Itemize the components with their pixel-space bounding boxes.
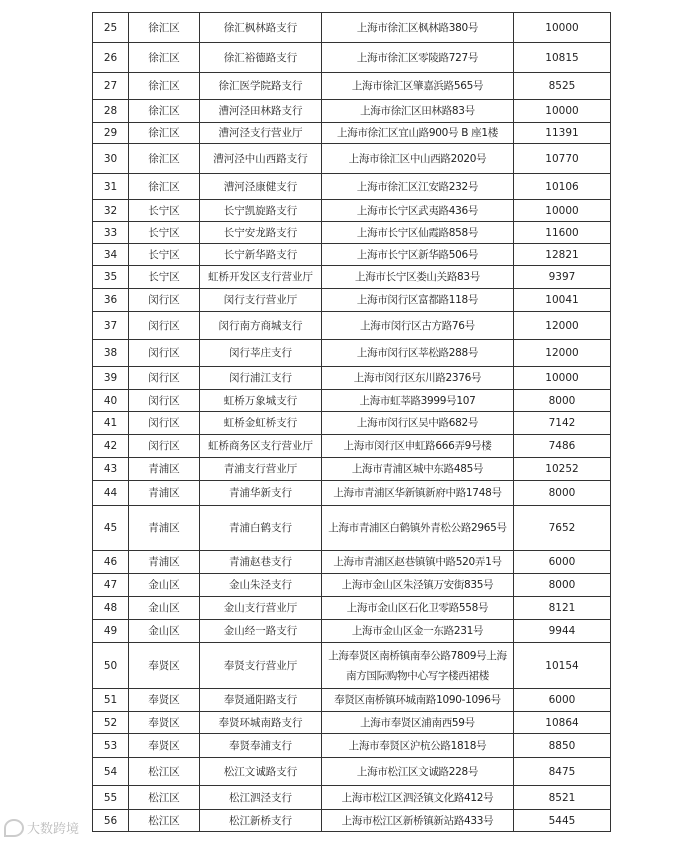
row-number: 51	[93, 689, 129, 712]
branch-name-cell: 奉贤奉浦支行	[200, 734, 322, 758]
watermark	[4, 818, 79, 837]
row-number: 50	[93, 643, 129, 689]
district-cell: 青浦区	[129, 458, 200, 481]
branch-name-cell: 徐汇枫林路支行	[200, 13, 322, 43]
address-cell: 上海市徐汇区江安路232号	[322, 174, 514, 200]
amount-cell: 11600	[514, 222, 611, 244]
address-cell: 上海市松江区新桥镇新站路433号	[322, 810, 514, 832]
address-cell: 上海市徐汇区田林路83号	[322, 100, 514, 123]
row-number: 29	[93, 123, 129, 144]
branch-name-cell: 虹桥金虹桥支行	[200, 412, 322, 435]
district-cell: 徐汇区	[129, 174, 200, 200]
table-row	[93, 244, 611, 266]
table-row	[93, 712, 611, 734]
address-cell: 上海市徐汇区枫林路380号	[322, 13, 514, 43]
address-cell: 上海市闵行区东川路2376号	[322, 367, 514, 390]
address-cell: 上海市金山区石化卫零路558号	[322, 597, 514, 620]
branch-name-cell: 奉贤环城南路支行	[200, 712, 322, 734]
address-cell: 上海奉贤区南桥镇南奉公路7809号上海南方国际购物中心写字楼西裙楼	[322, 643, 514, 689]
district-cell: 奉贤区	[129, 712, 200, 734]
district-cell: 闵行区	[129, 312, 200, 340]
amount-cell: 8121	[514, 597, 611, 620]
table-row	[93, 222, 611, 244]
row-number: 31	[93, 174, 129, 200]
district-cell: 徐汇区	[129, 100, 200, 123]
row-number: 35	[93, 266, 129, 289]
address-cell: 上海市青浦区赵巷镇镇中路520弄1号	[322, 551, 514, 574]
branch-name-cell: 漕河泾康健支行	[200, 174, 322, 200]
table-row	[93, 435, 611, 458]
branch-name-cell: 虹桥开发区支行营业厅	[200, 266, 322, 289]
row-number: 25	[93, 13, 129, 43]
row-number: 49	[93, 620, 129, 643]
branch-name-cell: 徐汇医学院路支行	[200, 73, 322, 100]
row-number: 43	[93, 458, 129, 481]
district-cell: 青浦区	[129, 506, 200, 551]
amount-cell: 11391	[514, 123, 611, 144]
amount-cell: 9944	[514, 620, 611, 643]
table-row	[93, 458, 611, 481]
branch-name-cell: 青浦支行营业厅	[200, 458, 322, 481]
table-row	[93, 758, 611, 786]
district-cell: 长宁区	[129, 244, 200, 266]
row-number: 52	[93, 712, 129, 734]
district-cell: 金山区	[129, 597, 200, 620]
district-cell: 徐汇区	[129, 144, 200, 174]
address-cell: 奉贤区南桥镇环城南路1090-1096号	[322, 689, 514, 712]
row-number: 47	[93, 574, 129, 597]
row-number: 38	[93, 340, 129, 367]
amount-cell: 10106	[514, 174, 611, 200]
branch-name-cell: 青浦白鹤支行	[200, 506, 322, 551]
branch-name-cell: 长宁凯旋路支行	[200, 200, 322, 222]
amount-cell: 7142	[514, 412, 611, 435]
branch-name-cell: 青浦赵巷支行	[200, 551, 322, 574]
amount-cell: 10770	[514, 144, 611, 174]
branch-name-cell: 徐汇裕德路支行	[200, 43, 322, 73]
district-cell: 松江区	[129, 758, 200, 786]
address-cell: 上海市长宁区仙霞路858号	[322, 222, 514, 244]
table-row	[93, 174, 611, 200]
table-row	[93, 481, 611, 506]
watermark-text: 大数跨境	[27, 822, 80, 837]
branch-name-cell: 金山朱泾支行	[200, 574, 322, 597]
branch-name-cell: 闵行莘庄支行	[200, 340, 322, 367]
amount-cell: 10252	[514, 458, 611, 481]
table-row	[93, 390, 611, 412]
row-number: 26	[93, 43, 129, 73]
amount-cell: 8000	[514, 390, 611, 412]
row-number: 36	[93, 289, 129, 312]
district-cell: 闵行区	[129, 289, 200, 312]
address-cell: 上海市闵行区申虹路666弄9号楼	[322, 435, 514, 458]
district-cell: 长宁区	[129, 266, 200, 289]
row-number: 45	[93, 506, 129, 551]
table-row	[93, 620, 611, 643]
row-number: 48	[93, 597, 129, 620]
table-row	[93, 574, 611, 597]
branch-name-cell: 闵行浦江支行	[200, 367, 322, 390]
address-cell: 上海市青浦区华新镇新府中路1748号	[322, 481, 514, 506]
table-row	[93, 810, 611, 832]
address-cell: 上海市松江区泗泾镇文化路412号	[322, 786, 514, 810]
address-cell: 上海市长宁区娄山关路83号	[322, 266, 514, 289]
amount-cell: 10154	[514, 643, 611, 689]
row-number: 46	[93, 551, 129, 574]
address-cell: 上海市闵行区古方路76号	[322, 312, 514, 340]
branch-name-cell: 虹桥万象城支行	[200, 390, 322, 412]
table-row	[93, 786, 611, 810]
address-cell: 上海市闵行区莘松路288号	[322, 340, 514, 367]
address-cell: 上海市徐汇区零陵路727号	[322, 43, 514, 73]
branch-name-cell: 奉贤支行营业厅	[200, 643, 322, 689]
table-row	[93, 100, 611, 123]
amount-cell: 10000	[514, 13, 611, 43]
district-cell: 青浦区	[129, 551, 200, 574]
branch-name-cell: 长宁新华路支行	[200, 244, 322, 266]
table-row	[93, 144, 611, 174]
row-number: 27	[93, 73, 129, 100]
district-cell: 闵行区	[129, 390, 200, 412]
table-row	[93, 289, 611, 312]
amount-cell: 6000	[514, 551, 611, 574]
district-cell: 金山区	[129, 574, 200, 597]
branch-table	[92, 12, 611, 832]
table-row	[93, 73, 611, 100]
district-cell: 金山区	[129, 620, 200, 643]
district-cell: 奉贤区	[129, 689, 200, 712]
row-number: 40	[93, 390, 129, 412]
row-number: 34	[93, 244, 129, 266]
district-cell: 青浦区	[129, 481, 200, 506]
address-cell: 上海市闵行区吴中路682号	[322, 412, 514, 435]
row-number: 30	[93, 144, 129, 174]
branch-name-cell: 闵行南方商城支行	[200, 312, 322, 340]
row-number: 42	[93, 435, 129, 458]
district-cell: 奉贤区	[129, 643, 200, 689]
district-cell: 长宁区	[129, 200, 200, 222]
table-row	[93, 123, 611, 144]
address-cell: 上海市虹莘路3999号107	[322, 390, 514, 412]
table-row	[93, 43, 611, 73]
watermark-logo-icon	[4, 819, 24, 837]
row-number: 44	[93, 481, 129, 506]
district-cell: 长宁区	[129, 222, 200, 244]
amount-cell: 12821	[514, 244, 611, 266]
amount-cell: 10000	[514, 200, 611, 222]
table-row	[93, 689, 611, 712]
table-row	[93, 200, 611, 222]
table-row	[93, 551, 611, 574]
row-number: 33	[93, 222, 129, 244]
table-row	[93, 506, 611, 551]
table-row	[93, 367, 611, 390]
branch-name-cell: 松江泗泾支行	[200, 786, 322, 810]
district-cell: 闵行区	[129, 340, 200, 367]
district-cell: 闵行区	[129, 412, 200, 435]
district-cell: 闵行区	[129, 435, 200, 458]
row-number: 37	[93, 312, 129, 340]
amount-cell: 5445	[514, 810, 611, 832]
amount-cell: 8525	[514, 73, 611, 100]
table-row	[93, 412, 611, 435]
address-cell: 上海市奉贤区沪杭公路1818号	[322, 734, 514, 758]
amount-cell: 12000	[514, 340, 611, 367]
amount-cell: 8475	[514, 758, 611, 786]
address-cell: 上海市闵行区富都路118号	[322, 289, 514, 312]
amount-cell: 8850	[514, 734, 611, 758]
row-number: 55	[93, 786, 129, 810]
row-number: 41	[93, 412, 129, 435]
branch-name-cell: 金山经一路支行	[200, 620, 322, 643]
amount-cell: 9397	[514, 266, 611, 289]
branch-name-cell: 闵行支行营业厅	[200, 289, 322, 312]
amount-cell: 8521	[514, 786, 611, 810]
amount-cell: 8000	[514, 481, 611, 506]
branch-name-cell: 漕河泾田林路支行	[200, 100, 322, 123]
address-cell: 上海市长宁区武夷路436号	[322, 200, 514, 222]
row-number: 53	[93, 734, 129, 758]
address-cell: 上海市青浦区白鹤镇外青松公路2965号	[322, 506, 514, 551]
table-row	[93, 597, 611, 620]
table-row	[93, 266, 611, 289]
address-cell: 上海市徐汇区肇嘉浜路565号	[322, 73, 514, 100]
amount-cell: 10864	[514, 712, 611, 734]
branch-name-cell: 奉贤通阳路支行	[200, 689, 322, 712]
district-cell: 松江区	[129, 810, 200, 832]
amount-cell: 10000	[514, 100, 611, 123]
district-cell: 徐汇区	[129, 73, 200, 100]
amount-cell: 8000	[514, 574, 611, 597]
table-row	[93, 13, 611, 43]
address-cell: 上海市青浦区城中东路485号	[322, 458, 514, 481]
address-cell: 上海市松江区文诚路228号	[322, 758, 514, 786]
district-cell: 徐汇区	[129, 43, 200, 73]
amount-cell: 10041	[514, 289, 611, 312]
amount-cell: 12000	[514, 312, 611, 340]
address-cell: 上海市金山区朱泾镇万安街835号	[322, 574, 514, 597]
row-number: 32	[93, 200, 129, 222]
branch-name-cell: 松江新桥支行	[200, 810, 322, 832]
amount-cell: 7652	[514, 506, 611, 551]
address-cell: 上海市徐汇区中山西路2020号	[322, 144, 514, 174]
table-row	[93, 340, 611, 367]
row-number: 56	[93, 810, 129, 832]
branch-name-cell: 松江文诚路支行	[200, 758, 322, 786]
district-cell: 徐汇区	[129, 13, 200, 43]
address-cell: 上海市徐汇区宜山路900号 B 座1楼	[322, 123, 514, 144]
address-cell: 上海市长宁区新华路506号	[322, 244, 514, 266]
amount-cell: 7486	[514, 435, 611, 458]
address-cell: 上海市金山区金一东路231号	[322, 620, 514, 643]
district-cell: 松江区	[129, 786, 200, 810]
address-cell: 上海市奉贤区浦南西59号	[322, 712, 514, 734]
district-cell: 徐汇区	[129, 123, 200, 144]
branch-name-cell: 长宁安龙路支行	[200, 222, 322, 244]
row-number: 28	[93, 100, 129, 123]
table-row	[93, 312, 611, 340]
table-row	[93, 643, 611, 689]
amount-cell: 10815	[514, 43, 611, 73]
district-cell: 闵行区	[129, 367, 200, 390]
row-number: 39	[93, 367, 129, 390]
amount-cell: 6000	[514, 689, 611, 712]
row-number: 54	[93, 758, 129, 786]
amount-cell: 10000	[514, 367, 611, 390]
table-row	[93, 734, 611, 758]
branch-name-cell: 漕河泾支行营业厅	[200, 123, 322, 144]
branch-name-cell: 金山支行营业厅	[200, 597, 322, 620]
district-cell: 奉贤区	[129, 734, 200, 758]
branch-name-cell: 虹桥商务区支行营业厅	[200, 435, 322, 458]
branch-name-cell: 漕河泾中山西路支行	[200, 144, 322, 174]
branch-name-cell: 青浦华新支行	[200, 481, 322, 506]
